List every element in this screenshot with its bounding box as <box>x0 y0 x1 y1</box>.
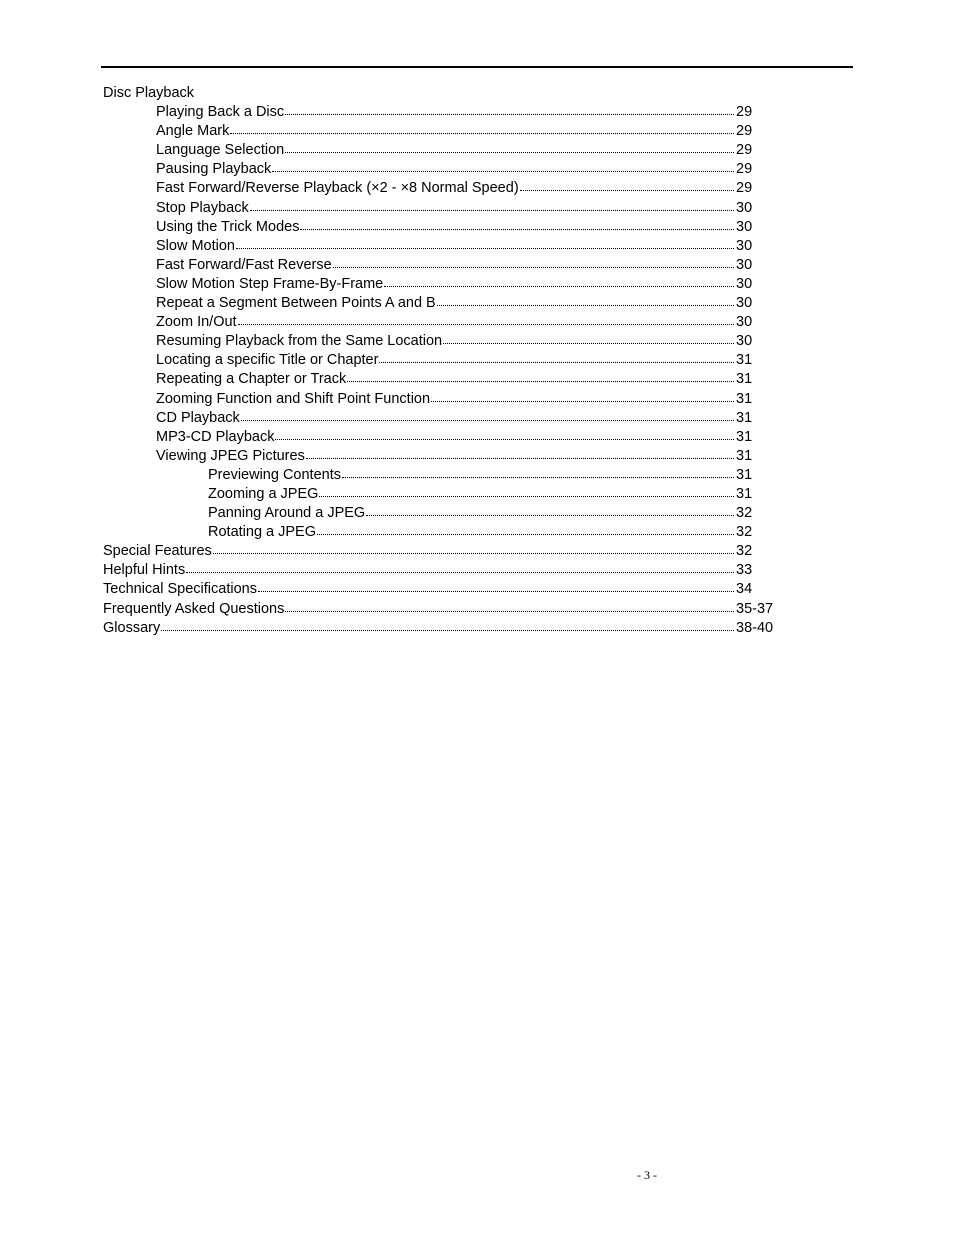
toc-dot-leader <box>241 420 734 421</box>
toc-entry <box>103 160 783 179</box>
toc-entry-page: 29 <box>736 180 753 197</box>
toc-entry <box>103 313 783 332</box>
toc-entry-page: 30 <box>736 237 753 254</box>
toc-entry-page: 30 <box>736 275 753 292</box>
toc-dot-leader <box>333 267 734 268</box>
toc-entry-page: 31 <box>736 447 753 464</box>
toc-entry-label: MP3-CD Playback <box>156 428 275 445</box>
toc-entry-label: Zoom In/Out <box>156 314 237 331</box>
toc-entry <box>103 542 783 561</box>
toc-entry-page: 38-40 <box>736 619 774 636</box>
toc-entry-label: Fast Forward/Reverse Playback (×2 - ×8 Normal Speed) <box>156 180 519 197</box>
toc-entry-label: Technical Specifications <box>103 581 257 598</box>
toc-dot-leader <box>258 591 734 592</box>
toc-dot-leader <box>238 324 734 325</box>
toc-entry-page: 31 <box>736 371 753 388</box>
toc-dot-leader <box>379 362 734 363</box>
toc-entry-page: 29 <box>736 104 753 121</box>
toc-entry <box>103 485 783 504</box>
table-of-contents <box>103 84 783 638</box>
toc-entry <box>103 370 783 389</box>
toc-entry <box>103 466 783 485</box>
toc-entry <box>103 447 783 466</box>
toc-entry-label: Angle Mark <box>156 123 230 140</box>
toc-dot-leader <box>285 611 734 612</box>
toc-entry <box>103 619 783 638</box>
toc-entry-label: Stop Playback <box>156 199 249 216</box>
toc-entry-label: Pausing Playback <box>156 161 272 178</box>
toc-entry-page: 30 <box>736 314 753 331</box>
toc-dot-leader <box>319 496 734 497</box>
toc-entry-label: Special Features <box>103 543 212 560</box>
toc-entry-page: 33 <box>736 562 753 579</box>
toc-dot-leader <box>285 114 734 115</box>
toc-dot-leader <box>161 630 734 631</box>
toc-entry <box>103 523 783 542</box>
toc-entry <box>103 256 783 275</box>
toc-dot-leader <box>520 190 734 191</box>
toc-entry-label: Rotating a JPEG <box>208 524 316 541</box>
toc-dot-leader <box>431 401 734 402</box>
toc-entry <box>103 580 783 599</box>
toc-dot-leader <box>213 553 734 554</box>
toc-entry-label: Repeating a Chapter or Track <box>156 371 347 388</box>
toc-entry <box>103 218 783 237</box>
toc-entry-page: 31 <box>736 466 753 483</box>
toc-entry-page: 30 <box>736 218 753 235</box>
toc-entry-page: 32 <box>736 505 753 522</box>
toc-entry-label: Viewing JPEG Pictures <box>156 447 305 464</box>
toc-entry-label: Using the Trick Modes <box>156 218 300 235</box>
toc-entry-label: Previewing Contents <box>208 466 341 483</box>
toc-dot-leader <box>272 171 734 172</box>
toc-entry-page: 31 <box>736 390 753 407</box>
toc-entry-page: 30 <box>736 333 753 350</box>
toc-dot-leader <box>300 229 734 230</box>
toc-entry <box>103 390 783 409</box>
toc-entry-label: Resuming Playback from the Same Location <box>156 333 443 350</box>
toc-entry-page: 32 <box>736 524 753 541</box>
toc-entry <box>103 237 783 256</box>
toc-dot-leader <box>186 572 734 573</box>
toc-dot-leader <box>437 305 734 306</box>
toc-dot-leader <box>384 286 734 287</box>
toc-entry-label: Language Selection <box>156 142 285 159</box>
toc-entry-page: 29 <box>736 161 753 178</box>
toc-entry <box>103 84 783 103</box>
toc-entry-page: 31 <box>736 409 753 426</box>
toc-entry-label: Locating a specific Title or Chapter <box>156 352 379 369</box>
toc-dot-leader <box>317 534 734 535</box>
toc-entry <box>103 275 783 294</box>
toc-entry-page: 30 <box>736 199 753 216</box>
toc-entry-label: Glossary <box>103 619 161 636</box>
toc-entry <box>103 561 783 580</box>
page-number: - 3 - <box>637 1168 657 1182</box>
header-rule <box>101 66 853 68</box>
toc-entry-label: Disc Playback <box>103 85 195 101</box>
toc-entry <box>103 294 783 313</box>
toc-entry-label: Repeat a Segment Between Points A and B <box>156 295 436 312</box>
toc-entry <box>103 428 783 447</box>
toc-entry-page: 29 <box>736 123 753 140</box>
toc-entry <box>103 332 783 351</box>
toc-entry-label: Playing Back a Disc <box>156 104 285 121</box>
toc-entry-label: Slow Motion <box>156 237 235 254</box>
toc-dot-leader <box>366 515 734 516</box>
toc-entry-label: Helpful Hints <box>103 562 186 579</box>
toc-dot-leader <box>347 381 734 382</box>
toc-entry <box>103 199 783 218</box>
toc-entry-page: 34 <box>736 581 753 598</box>
toc-entry-page: 31 <box>736 428 753 445</box>
toc-entry-page: 31 <box>736 352 753 369</box>
toc-entry-label: Slow Motion Step Frame-By-Frame <box>156 275 384 292</box>
toc-entry-page: 32 <box>736 543 753 560</box>
toc-dot-leader <box>342 477 734 478</box>
toc-entry-label: Zooming a JPEG <box>208 485 319 502</box>
toc-entry-label: Frequently Asked Questions <box>103 600 285 617</box>
toc-entry-page: 29 <box>736 142 753 159</box>
toc-entry-label: Panning Around a JPEG <box>208 505 366 522</box>
toc-entry <box>103 141 783 160</box>
toc-dot-leader <box>250 210 734 211</box>
toc-entry-page: 30 <box>736 256 753 273</box>
toc-entry-page: 31 <box>736 485 753 502</box>
toc-dot-leader <box>285 152 734 153</box>
toc-dot-leader <box>443 343 734 344</box>
toc-entry <box>103 179 783 198</box>
toc-entry-page: 35-37 <box>736 600 774 617</box>
toc-dot-leader <box>306 458 734 459</box>
toc-entry <box>103 409 783 428</box>
toc-entry <box>103 504 783 523</box>
toc-entry <box>103 351 783 370</box>
toc-dot-leader <box>230 133 734 134</box>
toc-entry <box>103 122 783 141</box>
toc-dot-leader <box>236 248 734 249</box>
toc-entry-label: CD Playback <box>156 409 240 426</box>
toc-entry <box>103 103 783 122</box>
toc-dot-leader <box>275 439 734 440</box>
toc-entry-page: 30 <box>736 295 753 312</box>
toc-entry-label: Zooming Function and Shift Point Function <box>156 390 431 407</box>
toc-entry <box>103 600 783 619</box>
toc-entry-label: Fast Forward/Fast Reverse <box>156 256 332 273</box>
